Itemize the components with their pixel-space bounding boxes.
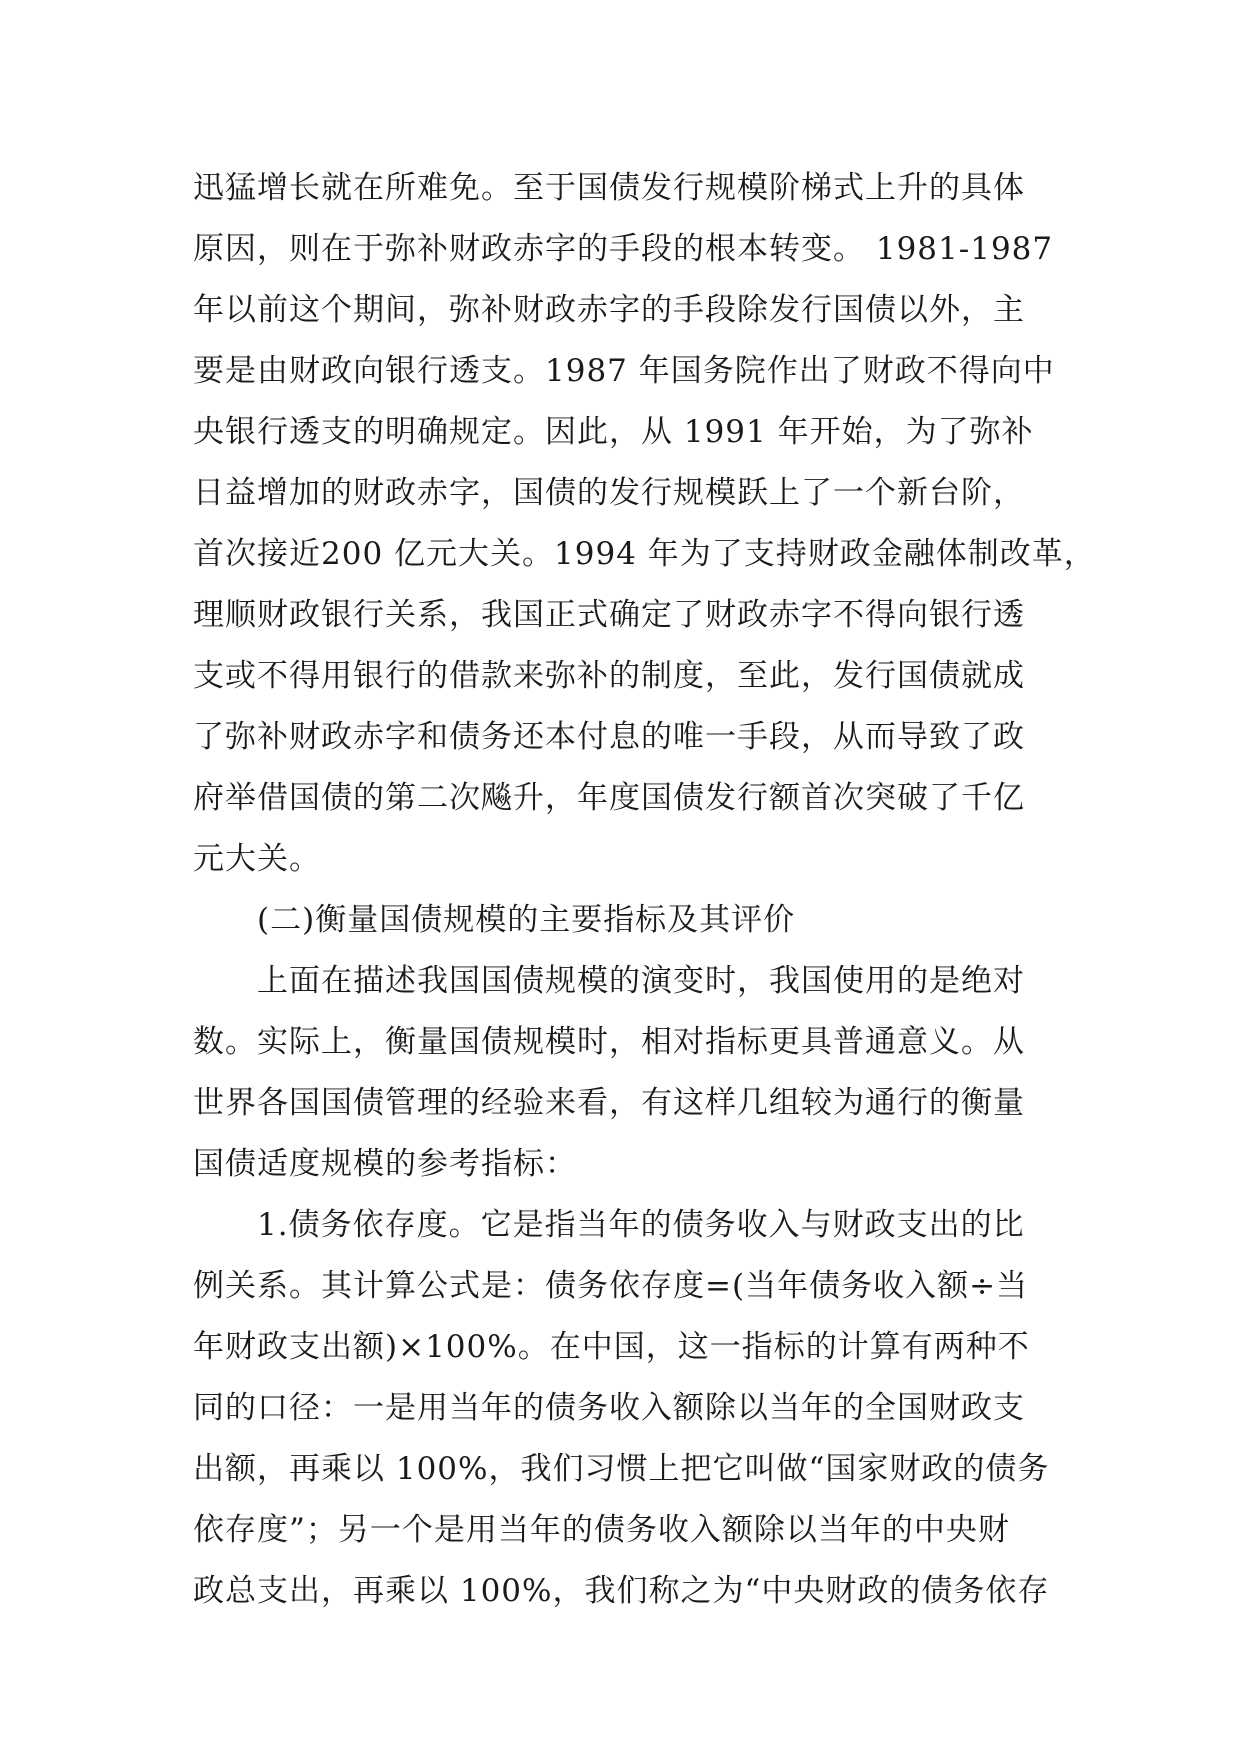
paragraph-indicators-intro xyxy=(193,951,1053,1195)
paragraph-debt-dependency xyxy=(193,1195,1053,1622)
document-body xyxy=(193,158,1096,1622)
text-line: 首次接近200 亿元大关。1994 年为了支持财政金融体制改革， xyxy=(193,536,1096,572)
section-heading-text: (二)衡量国债规模的主要指标及其评价 xyxy=(257,902,796,938)
text-line: 迅猛增长就在所难免。至于国债发行规模阶梯式上升的具体 xyxy=(193,170,1025,206)
text-line: 上面在描述我国国债规模的演变时，我国使用的是绝对 xyxy=(257,963,1025,999)
text-line: 日益增加的财政赤字，国债的发行规模跃上了一个新台阶， xyxy=(193,475,1025,511)
text-line: 年财政支出额)×100%。在中国，这一指标的计算有两种不 xyxy=(193,1329,1030,1365)
section-heading xyxy=(193,890,1053,951)
text-line: 年以前这个期间，弥补财政赤字的手段除发行国债以外，主 xyxy=(193,292,1025,328)
text-line: 支或不得用银行的借款来弥补的制度，至此，发行国债就成 xyxy=(193,658,1025,694)
text-line: 同的口径：一是用当年的债务收入额除以当年的全国财政支 xyxy=(193,1390,1025,1426)
text-line: 元大关。 xyxy=(193,841,321,877)
paragraph-deficit-financing xyxy=(193,158,1096,890)
text-line: 原因，则在于弥补财政赤字的手段的根本转变。 1981-1987 xyxy=(193,231,1054,267)
text-line: 理顺财政银行关系，我国正式确定了财政赤字不得向银行透 xyxy=(193,597,1025,633)
text-line: 了弥补财政赤字和债务还本付息的唯一手段，从而导致了政 xyxy=(193,719,1025,755)
text-line: 世界各国国债管理的经验来看，有这样几组较为通行的衡量 xyxy=(193,1085,1025,1121)
text-line: 国债适度规模的参考指标： xyxy=(193,1146,577,1182)
text-line: 依存度”；另一个是用当年的债务收入额除以当年的中央财 xyxy=(193,1512,1010,1548)
text-line: 府举借国债的第二次飚升，年度国债发行额首次突破了千亿 xyxy=(193,780,1025,816)
text-line: 央银行透支的明确规定。因此，从 1991 年开始，为了弥补 xyxy=(193,414,1034,450)
text-line: 1.债务依存度。它是指当年的债务收入与财政支出的比 xyxy=(257,1207,1025,1243)
text-line: 出额，再乘以 100%，我们习惯上把它叫做“国家财政的债务 xyxy=(193,1451,1050,1487)
text-line: 要是由财政向银行透支。1987 年国务院作出了财政不得向中 xyxy=(193,353,1055,389)
text-line: 例关系。其计算公式是：债务依存度=(当年债务收入额÷当 xyxy=(193,1268,1029,1304)
text-line: 数。实际上，衡量国债规模时，相对指标更具普通意义。从 xyxy=(193,1024,1025,1060)
text-line: 政总支出，再乘以 100%，我们称之为“中央财政的债务依存 xyxy=(193,1573,1050,1609)
